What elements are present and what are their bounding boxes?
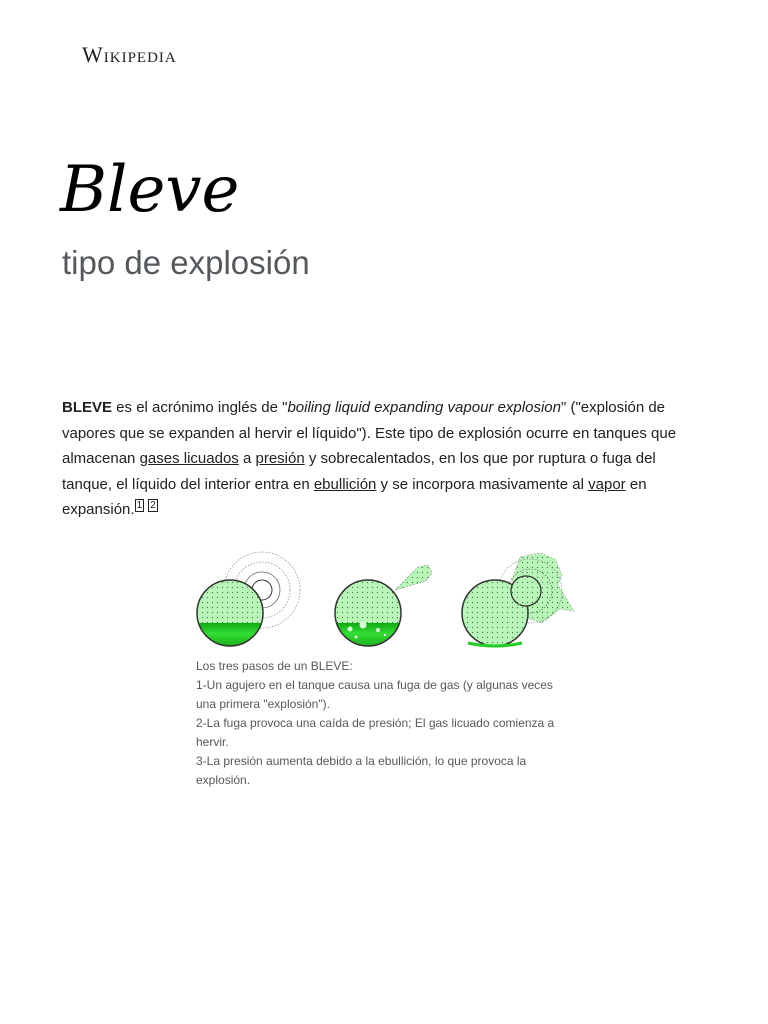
intro-term: BLEVE [62,399,113,416]
intro-text-3: a [238,450,256,467]
caption-line: 2-La fuga provoca una caída de presión; El gas licuado comienza a hervir. [196,716,555,749]
intro-paragraph [62,395,682,523]
caption-line: 1-Un agujero en el tanque causa una fuga de gas (y algunas veces una primera "explosión"). [196,678,553,711]
page-description: tipo de explosión [62,244,310,281]
reference-2-link[interactable]: 2 [150,500,156,511]
figure-caption [196,657,561,790]
link-vapor[interactable]: vapor [588,475,626,493]
intro-italic: boiling liquid expanding vapour explosion [287,399,561,416]
link-ebullicion[interactable]: ebullición [313,475,377,493]
intro-text-1: es el acrónimo inglés de " [112,399,288,416]
tank-step-1 [190,552,300,653]
intro-text-5: y se incorpora masivamente al [376,475,589,493]
bleve-figure [190,545,590,790]
caption-line: Los tres pasos de un BLEVE: [196,659,353,673]
wikipedia-logo[interactable]: Wikipedia [82,42,177,67]
reference-1[interactable] [135,499,145,512]
intro-text-4: y sobrecalentados, en los que por ruptura o fuga del tanque, el líquido del interior entra en [62,450,656,493]
link-presion[interactable]: presión [255,450,305,467]
link-gases-licuados[interactable]: gases licuados [139,450,239,467]
tank-step-2 [330,565,432,653]
intro-text-6: en expansión. [62,475,647,518]
bleve-diagram[interactable] [190,545,590,653]
page-title: Bleve [60,153,240,227]
intro-text-2: " ("explosión de vapores que se expanden al hervir el líquido"). Este tipo de explosión ocurre en tanques que almacenan [62,399,677,467]
reference-2[interactable] [148,499,158,512]
tank-step-3 [462,553,574,646]
gas-leak-plume [395,565,432,590]
caption-line: 3-La presión aumenta debido a la ebullición, lo que provoca la explosión. [196,754,527,787]
reference-1-link[interactable]: 1 [136,500,143,511]
